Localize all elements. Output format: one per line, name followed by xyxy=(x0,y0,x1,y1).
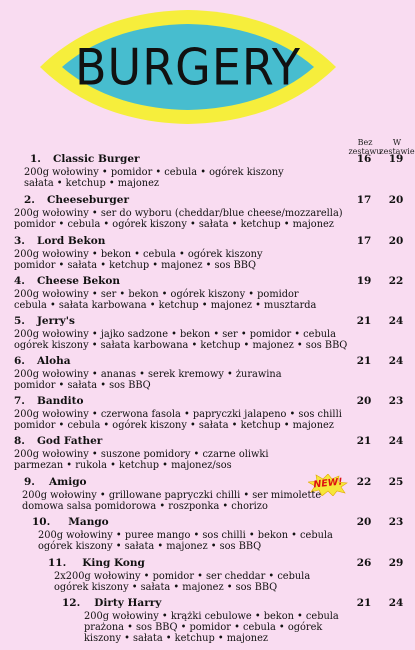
item-name: Mango xyxy=(68,516,109,528)
item-name: Aloha xyxy=(36,355,71,367)
item-description-line: ogórek kiszony • sałata • majonez • sos BBQ xyxy=(38,541,262,552)
item-description-line: 200g wołowiny • ser do wyboru (cheddar/blue cheese/mozzarella) xyxy=(14,208,343,219)
menu-item xyxy=(0,516,415,552)
price-bez-zestawu: 21 xyxy=(356,597,372,609)
menu-item xyxy=(0,597,415,644)
item-description-line: ogórek kiszony • sałata • majonez • sos BBQ xyxy=(54,582,278,593)
item-description-line: 200g wołowiny • suszone pomidory • czarne oliwki xyxy=(14,449,269,460)
menu-item xyxy=(0,235,415,271)
new-badge-label: NEW! xyxy=(312,476,344,491)
item-description-line: 200g wołowiny • jajko sadzone • bekon • ser • pomidor • cebula xyxy=(14,329,337,340)
price-w-zestawie: 20 xyxy=(388,194,404,206)
item-description-line: pomidor • cebula • ogórek kiszony • sałata • ketchup • majonez xyxy=(14,420,334,431)
item-description-line: parmezan • rukola • ketchup • majonez/sos xyxy=(14,460,232,471)
column-header-w-line2: zestawie xyxy=(379,147,415,156)
price-w-zestawie: 29 xyxy=(388,557,404,569)
price-w-zestawie: 23 xyxy=(388,395,404,407)
item-description-line: 200g wołowiny • grillowane papryczki chilli • ser mimolette xyxy=(22,490,322,501)
item-description-line: 200g wołowiny • ser • bekon • ogórek kiszony • pomidor xyxy=(14,289,299,300)
item-number: 5. xyxy=(14,315,25,327)
item-description-line: 200g wołowiny • czerwona fasola • papryczki jalapeno • sos chilli xyxy=(14,409,342,420)
item-number: 7. xyxy=(14,395,25,407)
item-number: 1. xyxy=(30,153,41,165)
item-description-line: pomidor • cebula • ogórek kiszony • sałata • ketchup • majonez xyxy=(14,219,334,230)
page-title: BURGERY xyxy=(74,37,302,97)
item-description-line: cebula • sałata karbowana • ketchup • majonez • musztarda xyxy=(14,300,317,311)
item-name: Bandito xyxy=(36,395,84,407)
item-number: 4. xyxy=(14,275,25,287)
price-bez-zestawu: 21 xyxy=(356,435,372,447)
title-badge xyxy=(38,8,338,126)
item-number: 2. xyxy=(24,194,35,206)
menu-item xyxy=(0,557,415,593)
price-bez-zestawu: 20 xyxy=(356,395,372,407)
item-name: God Father xyxy=(36,435,103,447)
item-number: 10. xyxy=(32,516,51,528)
item-name: Cheese Bekon xyxy=(36,275,121,287)
price-bez-zestawu: 17 xyxy=(356,235,372,247)
price-w-zestawie: 24 xyxy=(388,355,404,367)
item-name: Jerry's xyxy=(36,315,75,327)
price-bez-zestawu: 21 xyxy=(356,315,372,327)
price-w-zestawie: 23 xyxy=(388,516,404,528)
item-description-line: pomidor • sałata • sos BBQ xyxy=(14,380,151,391)
item-number: 11. xyxy=(48,557,67,569)
menu-item xyxy=(0,435,415,471)
item-description-line: 200g wołowiny • bekon • cebula • ogórek kiszony xyxy=(14,249,263,260)
price-w-zestawie: 24 xyxy=(388,435,404,447)
menu-item xyxy=(0,355,415,391)
price-bez-zestawu: 26 xyxy=(356,557,372,569)
item-name: Cheeseburger xyxy=(46,194,129,206)
item-description-line: kiszony • sałata • ketchup • majonez xyxy=(84,633,269,644)
item-description-line: prażona • sos BBQ • pomidor • cebula • ogórek xyxy=(84,622,323,633)
item-number: 8. xyxy=(14,435,25,447)
menu-item xyxy=(0,315,415,351)
price-w-zestawie: 22 xyxy=(388,275,404,287)
column-header-bez-line1: Bez xyxy=(357,138,373,147)
menu-item xyxy=(0,395,415,431)
item-description-line: 200g wołowiny • pomidor • cebula • ogórek kiszony xyxy=(24,167,284,178)
menu-item xyxy=(0,476,415,512)
price-w-zestawie: 24 xyxy=(388,315,404,327)
item-description-line: sałata • ketchup • majonez xyxy=(24,178,160,189)
price-bez-zestawu: 19 xyxy=(356,275,372,287)
item-name: Classic Burger xyxy=(52,153,140,165)
price-bez-zestawu: 17 xyxy=(356,194,372,206)
item-number: 9. xyxy=(24,476,35,488)
item-description-line: 200g wołowiny • krążki cebulowe • bekon • cebula xyxy=(84,611,339,622)
price-w-zestawie: 25 xyxy=(388,476,404,488)
item-name: King Kong xyxy=(82,557,145,569)
item-number: 12. xyxy=(62,597,81,609)
menu-item xyxy=(0,153,415,189)
price-w-zestawie: 20 xyxy=(388,235,404,247)
item-name: Dirty Harry xyxy=(94,597,162,609)
menu-item xyxy=(0,275,415,311)
price-bez-zestawu: 22 xyxy=(356,476,372,488)
item-description-line: 200g wołowiny • ananas • serek kremowy • żurawina xyxy=(14,369,282,380)
item-name: Lord Bekon xyxy=(36,235,106,247)
item-description-line: 2x200g wołowiny • pomidor • ser cheddar • cebula xyxy=(54,571,311,582)
menu-item xyxy=(0,194,415,230)
item-name: Amigo xyxy=(48,476,87,488)
price-bez-zestawu: 16 xyxy=(356,153,372,165)
item-number: 6. xyxy=(14,355,25,367)
item-description-line: 200g wołowiny • puree mango • sos chilli • bekon • cebula xyxy=(38,530,333,541)
column-header-w-line1: W xyxy=(392,138,402,147)
price-bez-zestawu: 20 xyxy=(356,516,372,528)
column-header-bez-line2: zestawu xyxy=(348,147,382,156)
item-description-line: domowa salsa pomidorowa • roszponka • chorizo xyxy=(22,501,268,512)
item-description-line: pomidor • sałata • ketchup • majonez • sos BBQ xyxy=(14,260,257,271)
item-number: 3. xyxy=(14,235,25,247)
price-w-zestawie: 24 xyxy=(388,597,404,609)
price-bez-zestawu: 21 xyxy=(356,355,372,367)
item-description-line: ogórek kiszony • sałata karbowana • ketchup • majonez • sos BBQ xyxy=(14,340,348,351)
price-w-zestawie: 19 xyxy=(388,153,404,165)
